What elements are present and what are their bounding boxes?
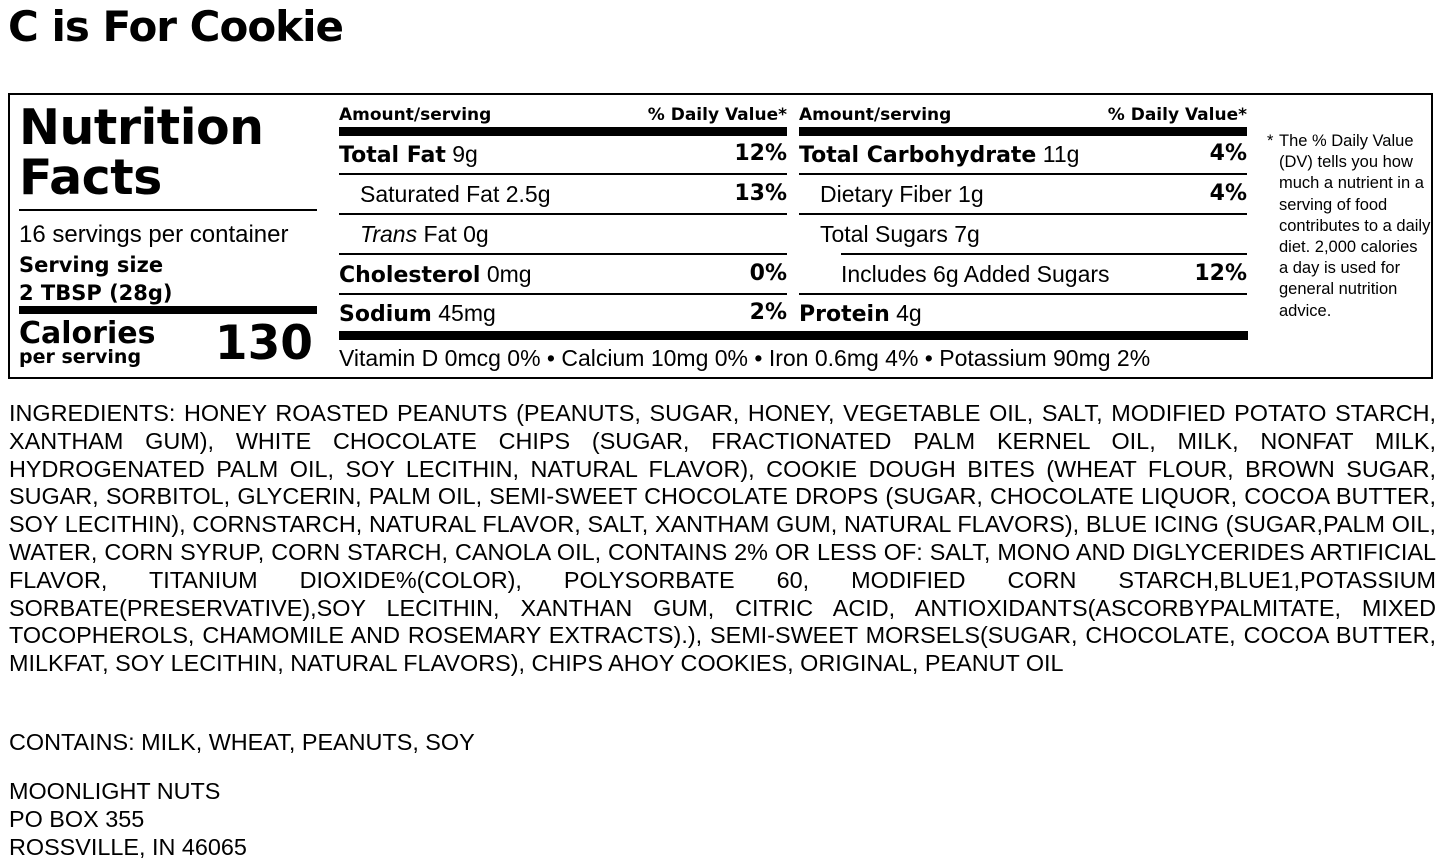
- nutrient-amount: 7g: [954, 221, 980, 247]
- nutrient-dv: 2%: [749, 300, 787, 325]
- company-address-line-1: PO BOX 355: [9, 806, 145, 832]
- nutrition-facts-heading: [19, 99, 264, 206]
- nutrient-row-dietary-fiber: [799, 175, 1247, 213]
- ingredients-text: INGREDIENTS: HONEY ROASTED PEANUTS (PEANUTS, SUGAR, HONEY, VEGETABLE OIL, SALT, MODIFIED POTATO STARCH, XANTHAM GUM), WHITE CHOCOLATE CHIPS (SUGAR, FRACTIONATED PALM KERNEL OIL, MILK, NONFAT MILK, HYDROGENATED PALM OIL, SOY LECITHIN, NATURAL FLAVOR), COOKIE DOUGH BITES (WHEAT FLOUR, BROWN SUGAR, SUGAR, SORBITOL, GLYCERIN, PALM OIL, SEMI-SWEET CHOCOLATE DROPS (SUGAR, CHOCOLATE LIQUOR, COCOA BUTTER, SOY LECITHIN), CORNSTARCH, NATURAL FLAVOR, SALT, XANTHAM GUM, NATURAL FLAVORS), BLUE ICING (SUGAR,PALM OIL, WATER, CORN SYRUP, CORN STARCH, CANOLA OIL, CONTAINS 2% OR LESS OF: SALT, MONO AND DIGLYCERIDES ARTIFICIAL FLAVOR, TITANIUM DIOXIDE%(COLOR), POLYSORBATE 60, MODIFIED CORN STARCH,BLUE1,POTASSIUM SORBATE(PRESERVATIVE),SOY LECITHIN, XANTHAN GUM, CITRIC ACID, ANTIOXIDANTS(ASCORBYPALMITATE, MIXED TOCOPHEROLS, CHAMOMILE AND ROSEMARY EXTRACTS).), SEMI-SWEET MORSELS(SUGAR, CHOCOLATE, COCOA BUTTER, MILKFAT, SOY LECITHIN, NATURAL FLAVORS), CHIPS AHOY COOKIES, ORIGINAL, PEANUT OIL: [9, 400, 1436, 677]
- header-daily-value: % Daily Value*: [647, 105, 787, 125]
- company-name: MOONLIGHT NUTS: [9, 778, 221, 804]
- nutrient-name: Total Carbohydrate: [799, 143, 1037, 168]
- column-header: [339, 104, 787, 126]
- nutrient-dv: 0%: [749, 261, 787, 286]
- product-title: C is For Cookie: [8, 2, 343, 51]
- nutrient-name: Saturated Fat: [360, 181, 500, 207]
- serving-size-value: 2 TBSP (28g): [19, 281, 173, 305]
- calories-value: 130: [214, 316, 313, 371]
- nutrient-row-added-sugars: [799, 255, 1247, 293]
- header-amount: Amount/serving: [339, 105, 492, 125]
- nutrient-row-protein: [799, 294, 1247, 332]
- nutrient-row-total-carbohydrate: [799, 135, 1247, 173]
- allergen-statement: CONTAINS: MILK, WHEAT, PEANUTS, SOY: [9, 729, 475, 755]
- column-header: [799, 104, 1247, 126]
- nutrient-dv: 13%: [734, 181, 787, 206]
- heading-rule: [19, 209, 317, 211]
- nutrient-amount: 9g: [452, 141, 478, 167]
- nutrient-row-saturated-fat: [339, 175, 787, 213]
- header-daily-value: % Daily Value*: [1107, 105, 1247, 125]
- nutrient-name: Includes 6g Added Sugars: [841, 261, 1110, 287]
- nutrient-amount: 45mg: [438, 300, 496, 326]
- nutrient-name: Protein: [799, 302, 890, 327]
- nutrient-name-italic: Trans: [360, 221, 418, 247]
- nutrient-name: Total Fat: [339, 143, 446, 168]
- serving-size-rule: [19, 306, 317, 314]
- nutrient-amount: 11g: [1042, 141, 1080, 167]
- nutrient-dv: 12%: [734, 141, 787, 166]
- nutrient-row-total-fat: [339, 135, 787, 173]
- nutrient-row-total-sugars: [799, 215, 1247, 253]
- nutrient-name: Cholesterol: [339, 263, 481, 288]
- nutrient-amount: 1g: [958, 181, 984, 207]
- heading-line-2: Facts: [19, 149, 162, 206]
- serving-size-label: Serving size: [19, 253, 164, 277]
- manufacturer-address: [9, 777, 247, 861]
- nutrient-dv: 4%: [1209, 181, 1247, 206]
- header-amount: Amount/serving: [799, 105, 952, 125]
- nutrient-amount: 0g: [463, 221, 489, 247]
- nutrient-name: Dietary Fiber: [820, 181, 952, 207]
- nutrient-dv: 12%: [1194, 261, 1247, 286]
- servings-per-container: 16 servings per container: [19, 221, 289, 248]
- nutrient-dv: 4%: [1209, 141, 1247, 166]
- nutrient-name: Sodium: [339, 302, 432, 327]
- calories-sub-label: per serving: [19, 346, 142, 368]
- nutrient-amount: 2.5g: [505, 181, 551, 207]
- footnote-asterisk: *: [1267, 132, 1274, 150]
- nutrient-row-cholesterol: [339, 255, 787, 293]
- serving-size: [19, 251, 173, 307]
- nutrition-facts-panel: [8, 93, 1433, 379]
- company-address-line-2: ROSSVILLE, IN 46065: [9, 834, 247, 860]
- nutrient-row-sodium: [339, 294, 787, 332]
- nutrient-amount: 0mg: [486, 261, 532, 287]
- vitamins-minerals-line: Vitamin D 0mcg 0% • Calcium 10mg 0% • Iron 0.6mg 4% • Potassium 90mg 2%: [339, 345, 1151, 371]
- nutrient-name: Total Sugars: [820, 221, 948, 247]
- vitamins-rule: [339, 331, 1248, 340]
- nutrient-name-rest: Fat: [423, 221, 457, 247]
- nutrient-row-trans-fat: [339, 215, 787, 253]
- heading-line-1: Nutrition: [19, 99, 264, 156]
- footnote-text: The % Daily Value (DV) tells you how much a nutrient in a serving of food contributes to a daily diet. 2,000 calories a day is used for general nutrition advice.: [1279, 132, 1431, 320]
- nutrient-amount: 4g: [896, 300, 922, 326]
- calories-label: Calories: [19, 316, 156, 351]
